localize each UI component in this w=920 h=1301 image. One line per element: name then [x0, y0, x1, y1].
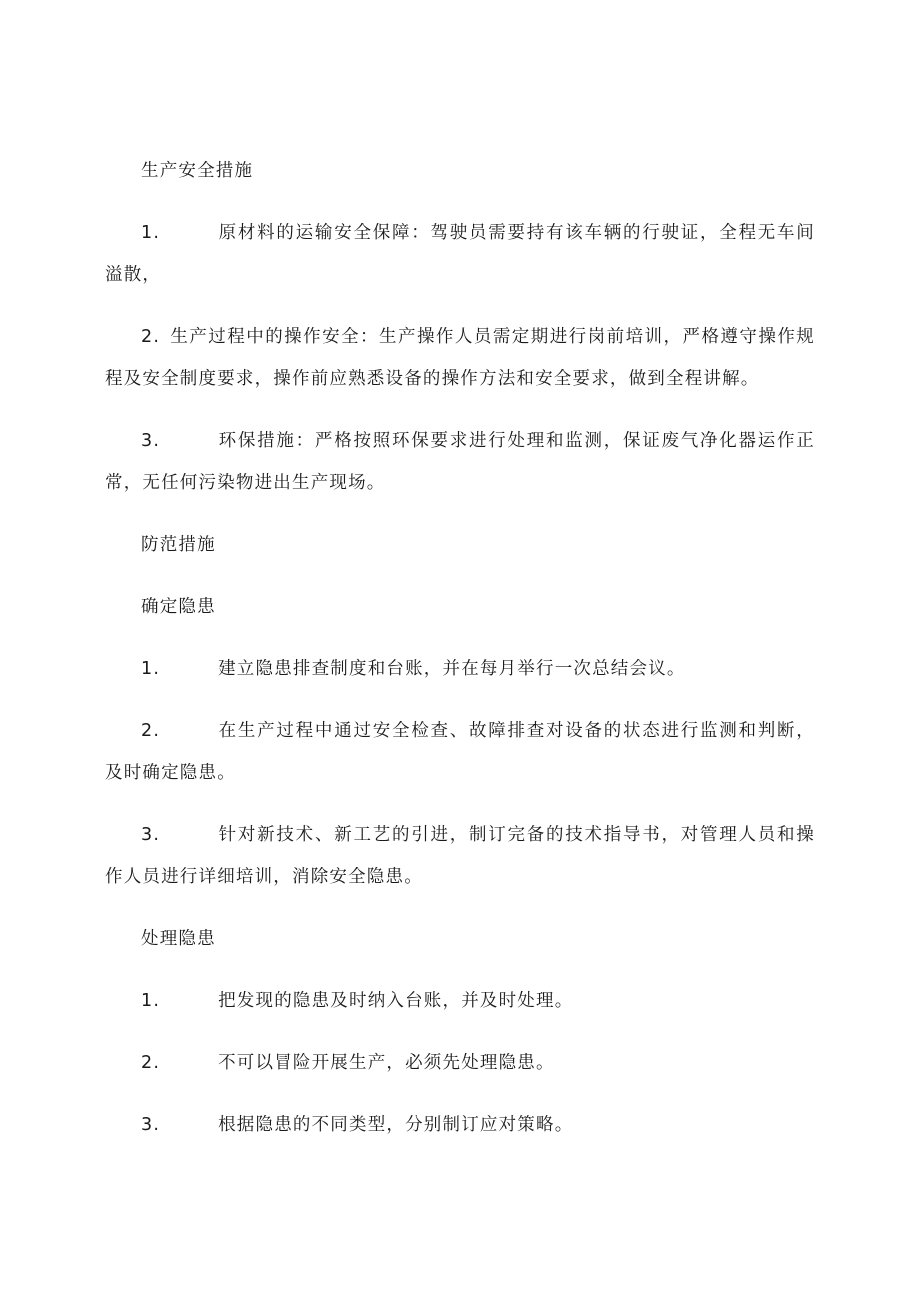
list-item: [105, 814, 815, 898]
section-heading-text: 防范措施: [141, 535, 216, 555]
list-item: [105, 420, 815, 504]
list-item-text: 针对新技术、新工艺的引进，制订完备的技术指导书，对管理人员和操作人员进行详细培训，消除安全隐患。: [105, 825, 815, 887]
list-item: [105, 980, 815, 1022]
subsection-heading-text: 确定隐患: [141, 597, 216, 617]
list-item: [105, 710, 815, 794]
list-item-number: 2.: [141, 327, 161, 347]
list-item-text: 在生产过程中通过安全检查、故障排查对设备的状态进行监测和判断，及时确定隐患。: [105, 721, 815, 783]
list-item: [105, 648, 815, 690]
list-item-number: 1.: [141, 223, 161, 243]
list-item-number: 1.: [141, 659, 161, 679]
list-item-text: 根据隐患的不同类型，分别制订应对策略。: [218, 1115, 574, 1135]
section-heading: [105, 150, 815, 192]
section-heading: [105, 524, 815, 566]
subsection-heading-text: 处理隐患: [141, 929, 216, 949]
list-item: [105, 316, 815, 400]
subsection-heading: [105, 586, 815, 628]
list-item-number: 3.: [141, 825, 161, 845]
list-item-number: 3.: [141, 431, 161, 451]
list-item-number: 2.: [141, 1053, 161, 1073]
list-item-number: 3.: [141, 1115, 161, 1135]
list-item-text: 把发现的隐患及时纳入台账，并及时处理。: [218, 991, 574, 1011]
subsection-heading: [105, 918, 815, 960]
document-body: [105, 150, 815, 1146]
list-item-text: 不可以冒险开展生产，必须先处理隐患。: [218, 1053, 555, 1073]
list-item: [105, 1104, 815, 1146]
list-item: [105, 212, 815, 296]
list-item: [105, 1042, 815, 1084]
list-item-number: 2.: [141, 721, 161, 741]
list-item-text: 环保措施：严格按照环保要求进行处理和监测，保证废气净化器运作正常，无任何污染物进出生产现场。: [105, 431, 815, 493]
list-item-text: 原材料的运输安全保障：驾驶员需要持有该车辆的行驶证，全程无车间溢散，: [105, 223, 815, 285]
list-item-number: 1.: [141, 991, 161, 1011]
list-item-text: 建立隐患排查制度和台账，并在每月举行一次总结会议。: [218, 659, 686, 679]
section-heading-text: 生产安全措施: [141, 161, 254, 181]
list-item-text: 生产过程中的操作安全：生产操作人员需定期进行岗前培训，严格遵守操作规程及安全制度要求，操作前应熟悉设备的操作方法和安全要求，做到全程讲解。: [105, 327, 815, 389]
